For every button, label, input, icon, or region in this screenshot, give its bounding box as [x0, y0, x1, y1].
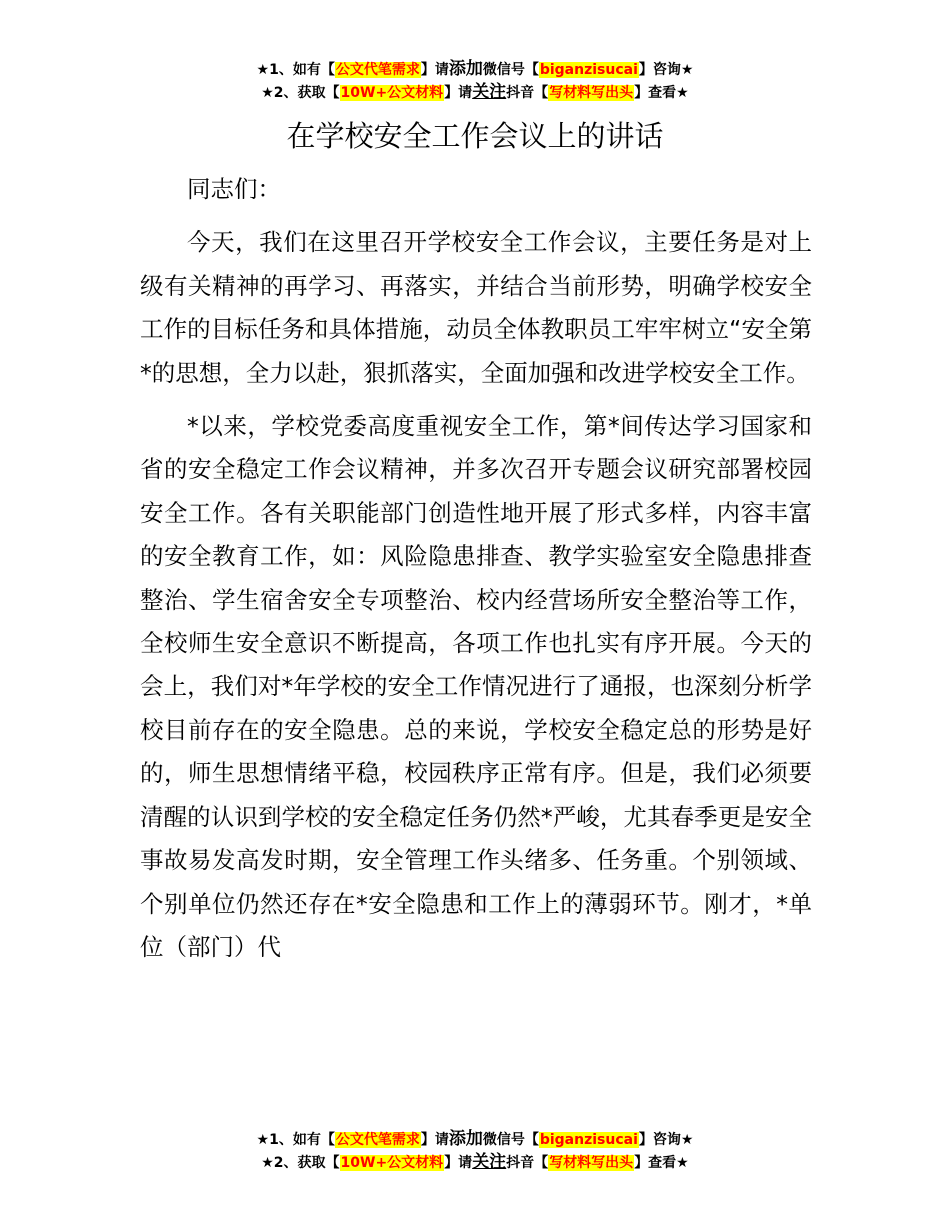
banner-text: 】请	[420, 1132, 449, 1148]
paragraph: *以来，学校党委高度重视安全工作，第*间传达学习国家和省的安全稳定工作会议精神，并多次召开专题会议研究部署校园安全工作。各有关职能部门创造性地开展了形式多样，内容丰富的安全教育工作，如：风险隐患排查、教学实验室安全隐患排查整治、学生宿舍安全专项整治、校内经营场所安全整治等工作，全校师生安全意识不断提高，各项工作也扎实有序开展。今天的会上，我们对*年学校的安全工作情况进行了通报，也深刻分析学校目前存在的安全隐患。总的来说，学校安全稳定总的形势是好的，师生思想情绪平稳，校园秩序正常有序。但是，我们必须要清醒的认识到学校的安全稳定任务仍然*严峻，尤其春季更是安全事故易发高发时期，安全管理工作头绪多、任务重。个别领域、个别单位仍然还存在*安全隐患和工作上的薄弱环节。刚才，*单位（部门）代	[140, 412, 812, 961]
banner-highlight: 10W+公文材料	[340, 85, 444, 101]
banner-text: 】查看★	[634, 85, 689, 101]
banner-highlight: biganzisucai	[539, 62, 638, 78]
banner-text: 微信号【	[482, 1132, 539, 1148]
banner-highlight: 10W+公文材料	[340, 1155, 444, 1171]
banner-text: 】咨询★	[638, 1132, 694, 1148]
banner-text: ★2、获取【	[261, 85, 340, 101]
banner-line-2	[0, 1151, 950, 1174]
paragraph: 今天，我们在这里召开学校安全工作会议，主要任务是对上级有关精神的再学习、再落实，并结合当前形势，明确学校安全工作的目标任务和具体措施，动员全体教职员工牢牢树立“安全第*的思想，全力以赴，狠抓落实，全面加强和改进学校安全工作。	[140, 228, 812, 387]
banner-emphasis: 关注	[472, 82, 507, 102]
banner-text: 】查看★	[634, 1155, 689, 1171]
banner-line-1	[0, 1128, 950, 1151]
banner-text: 抖音【	[506, 85, 549, 101]
banner-line-1	[0, 58, 950, 81]
banner-text: 】请	[444, 1155, 473, 1171]
banner-emphasis: 关注	[472, 1152, 507, 1172]
banner-text: 微信号【	[482, 62, 539, 78]
banner-text: 】请	[444, 85, 473, 101]
header-banner	[0, 58, 950, 104]
banner-highlight: 写材料写出头	[549, 1155, 634, 1171]
salutation: 同志们：	[187, 175, 281, 203]
banner-highlight: 公文代笔需求	[335, 1132, 420, 1148]
banner-text: ★1、如有【	[256, 1132, 335, 1148]
banner-text: 】请	[420, 62, 449, 78]
document-body	[140, 168, 812, 969]
banner-highlight: 写材料写出头	[549, 85, 634, 101]
banner-line-2	[0, 81, 950, 104]
document-title: 在学校安全工作会议上的讲话	[286, 119, 664, 153]
footer-banner	[0, 1128, 950, 1174]
banner-text: ★2、获取【	[261, 1155, 340, 1171]
banner-text: ★1、如有【	[256, 62, 335, 78]
banner-highlight: biganzisucai	[539, 1132, 638, 1148]
banner-emphasis: 添加	[448, 59, 483, 79]
banner-highlight: 公文代笔需求	[335, 62, 420, 78]
banner-text: 】咨询★	[638, 62, 694, 78]
banner-text: 抖音【	[506, 1155, 549, 1171]
banner-emphasis: 添加	[448, 1129, 483, 1149]
